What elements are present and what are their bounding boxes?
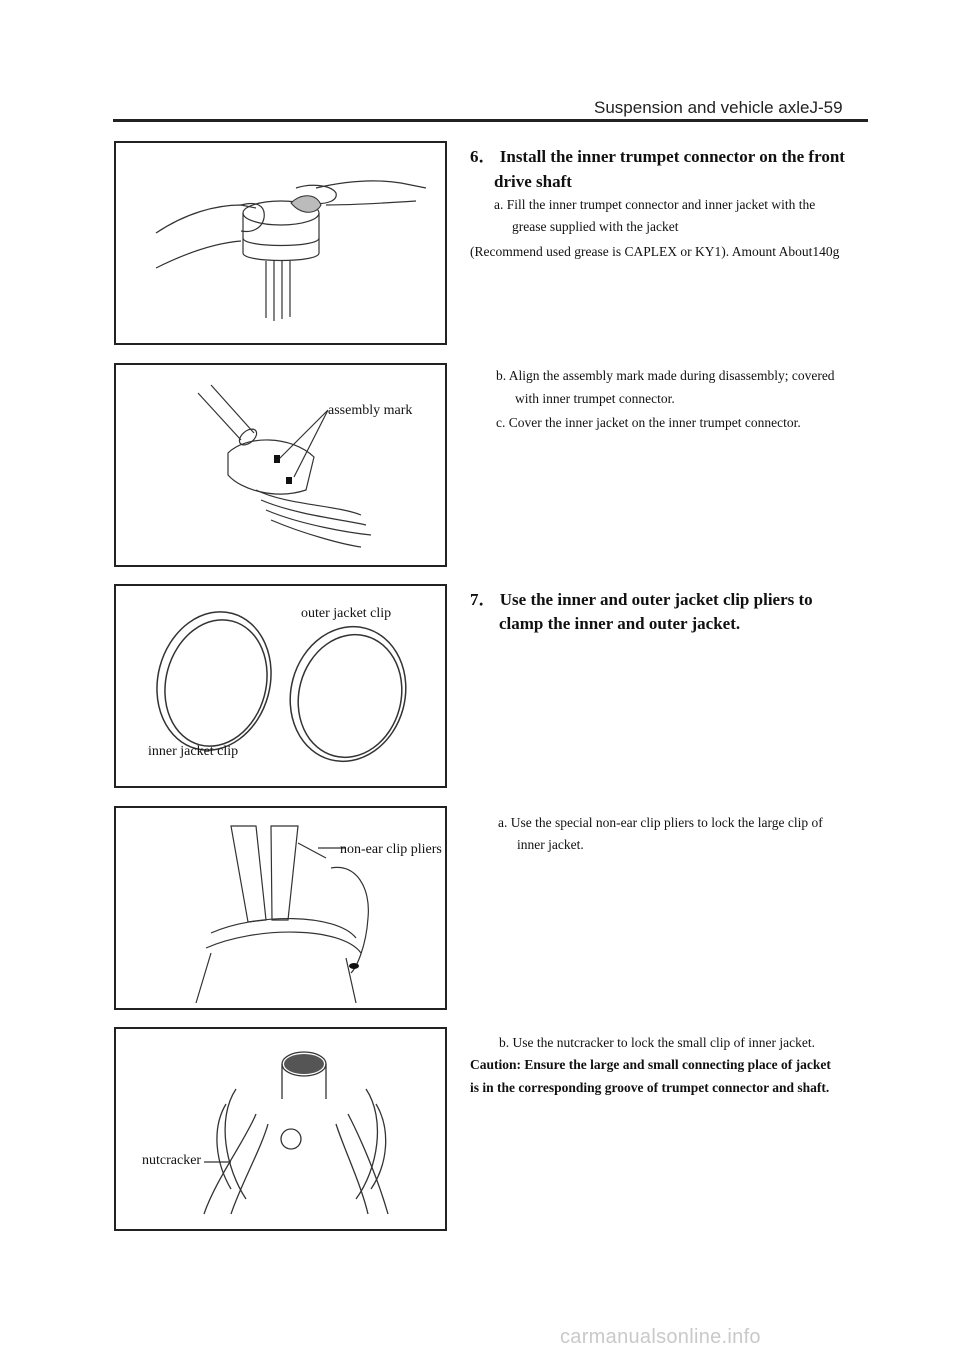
watermark: carmanualsonline.info xyxy=(560,1326,761,1348)
figure-assembly-mark xyxy=(114,363,447,567)
illustration-pliers-on-boot xyxy=(116,808,445,1008)
step6-a-line2: grease supplied with the jacket xyxy=(512,219,679,234)
step7-title-line2: clamp the inner and outer jacket. xyxy=(499,614,741,633)
step6-b-line2: with inner trumpet connector. xyxy=(515,391,675,406)
nutcracker-label: nutcracker xyxy=(142,1153,202,1168)
figure-jacket-clips xyxy=(114,584,447,788)
illustration-connector-with-boot xyxy=(116,365,445,565)
outer-jacket-clip-label: outer jacket clip xyxy=(301,606,392,621)
step6-c-line1: c. Cover the inner jacket on the inner trumpet connector. xyxy=(496,415,801,430)
step7-b-line1: b. Use the nutcracker to lock the small clip of inner jacket. xyxy=(499,1035,816,1050)
step7-a-line1: a. Use the special non-ear clip pliers to lock the large clip of xyxy=(498,815,823,830)
step6-a-line3: (Recommend used grease is CAPLEX or KY1). Amount About140g xyxy=(470,244,840,259)
step6-b-line1: b. Align the assembly mark made during disassembly; covered xyxy=(496,368,835,383)
illustration-nutcracker-on-boot xyxy=(116,1029,445,1229)
step6-a-line1: a. Fill the inner trumpet connector and inner jacket with the xyxy=(494,197,816,212)
figure-fill-grease xyxy=(114,141,447,345)
figure-non-ear-pliers xyxy=(114,806,447,1010)
page-header-title: Suspension and vehicle axleJ-59 xyxy=(594,98,843,117)
caution-line1: Caution: Ensure the large and small connecting place of jacket xyxy=(470,1057,831,1072)
figure-nutcracker xyxy=(114,1027,447,1231)
non-ear-clip-pliers-label: non-ear clip pliers xyxy=(340,842,442,857)
illustration-hands-filling-connector xyxy=(116,143,445,343)
inner-jacket-clip-label: inner jacket clip xyxy=(148,744,239,759)
step7-a-line2: inner jacket. xyxy=(517,837,584,852)
step7-title-line1: 7． Use the inner and outer jacket clip pliers to xyxy=(470,590,813,609)
step6-title-line1: 6． Install the inner trumpet connector on the front xyxy=(470,147,845,166)
step6-title-line2: drive shaft xyxy=(494,172,572,191)
caution-line2: is in the corresponding groove of trumpet connector and shaft. xyxy=(470,1080,830,1095)
assembly-mark-label: assembly mark xyxy=(328,403,413,418)
header-rule xyxy=(113,119,868,122)
